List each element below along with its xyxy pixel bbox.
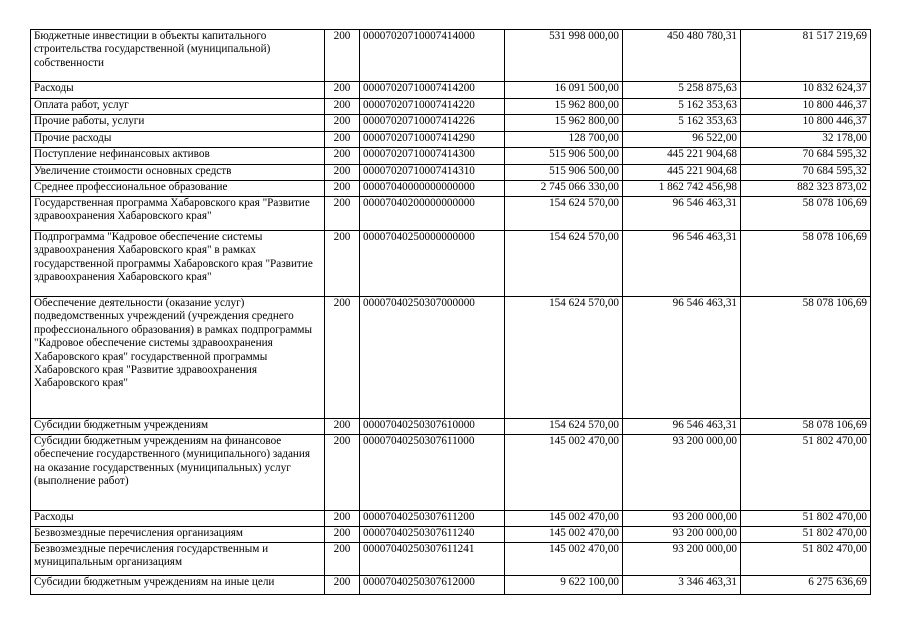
row-kbk: 00007040250307611240: [360, 527, 505, 543]
row-executed: 5 258 875,63: [623, 82, 741, 99]
row-unexecuted: 58 078 106,69: [741, 297, 871, 419]
row-name: Прочие работы, услуги: [31, 115, 325, 132]
row-approved: 9 622 100,00: [505, 576, 623, 595]
row-unexecuted: 51 802 470,00: [741, 527, 871, 543]
row-name: Государственная программа Хабаровского края "Развитие здравоохранения Хабаровского края": [31, 197, 325, 231]
row-unexecuted: 58 078 106,69: [741, 419, 871, 435]
row-approved: 145 002 470,00: [505, 543, 623, 576]
table-row: [31, 419, 871, 435]
row-executed: 96 522,00: [623, 132, 741, 148]
row-name: Бюджетные инвестиции в объекты капитального строительства государственной (муниципальной) собственности: [31, 30, 325, 82]
row-kbk: 00007040250307610000: [360, 419, 505, 435]
row-approved: 15 962 800,00: [505, 115, 623, 132]
row-kbk: 00007020710007414220: [360, 99, 505, 115]
row-code: 200: [325, 197, 360, 231]
row-approved: 515 906 500,00: [505, 165, 623, 181]
row-executed: 1 862 742 456,98: [623, 181, 741, 197]
row-name: Безвозмездные перечисления государственным и муниципальным организациям: [31, 543, 325, 576]
row-executed: 96 546 463,31: [623, 297, 741, 419]
row-name: Субсидии бюджетным учреждениям: [31, 419, 325, 435]
row-executed: 5 162 353,63: [623, 115, 741, 132]
row-unexecuted: 51 802 470,00: [741, 511, 871, 527]
row-kbk: 00007040250307611000: [360, 435, 505, 511]
row-name: Субсидии бюджетным учреждениям на иные цели: [31, 576, 325, 595]
row-executed: 445 221 904,68: [623, 165, 741, 181]
row-approved: 145 002 470,00: [505, 435, 623, 511]
row-unexecuted: 58 078 106,69: [741, 231, 871, 297]
row-code: 200: [325, 511, 360, 527]
row-kbk: 00007040200000000000: [360, 197, 505, 231]
row-code: 200: [325, 231, 360, 297]
row-code: 200: [325, 132, 360, 148]
row-code: 200: [325, 543, 360, 576]
row-unexecuted: 10 800 446,37: [741, 115, 871, 132]
table-row: [31, 148, 871, 165]
row-kbk: 00007020710007414310: [360, 165, 505, 181]
row-kbk: 00007020710007414200: [360, 82, 505, 99]
row-kbk: 00007040250307611200: [360, 511, 505, 527]
row-kbk: 00007040000000000000: [360, 181, 505, 197]
row-approved: 145 002 470,00: [505, 511, 623, 527]
row-unexecuted: 51 802 470,00: [741, 435, 871, 511]
row-approved: 515 906 500,00: [505, 148, 623, 165]
row-name: Безвозмездные перечисления организациям: [31, 527, 325, 543]
row-code: 200: [325, 527, 360, 543]
row-name: Расходы: [31, 82, 325, 99]
row-unexecuted: 6 275 636,69: [741, 576, 871, 595]
row-approved: 145 002 470,00: [505, 527, 623, 543]
row-unexecuted: 882 323 873,02: [741, 181, 871, 197]
row-name: Прочие расходы: [31, 132, 325, 148]
row-code: 200: [325, 181, 360, 197]
row-approved: 154 624 570,00: [505, 197, 623, 231]
row-approved: 128 700,00: [505, 132, 623, 148]
row-code: 200: [325, 297, 360, 419]
row-code: 200: [325, 99, 360, 115]
budget-execution-table: [30, 29, 871, 595]
row-executed: 93 200 000,00: [623, 527, 741, 543]
row-executed: 93 200 000,00: [623, 435, 741, 511]
row-executed: 93 200 000,00: [623, 511, 741, 527]
table-row: [31, 115, 871, 132]
row-code: 200: [325, 419, 360, 435]
row-executed: 3 346 463,31: [623, 576, 741, 595]
row-name: Оплата работ, услуг: [31, 99, 325, 115]
row-code: 200: [325, 148, 360, 165]
row-kbk: 00007020710007414226: [360, 115, 505, 132]
row-executed: 445 221 904,68: [623, 148, 741, 165]
row-kbk: 00007040250307612000: [360, 576, 505, 595]
table-body: [31, 30, 871, 595]
row-executed: 93 200 000,00: [623, 543, 741, 576]
row-kbk: 00007020710007414290: [360, 132, 505, 148]
table-row: [31, 99, 871, 115]
row-approved: 15 962 800,00: [505, 99, 623, 115]
table-row: [31, 511, 871, 527]
row-code: 200: [325, 576, 360, 595]
row-unexecuted: 51 802 470,00: [741, 543, 871, 576]
row-kbk: 00007020710007414300: [360, 148, 505, 165]
row-executed: 96 546 463,31: [623, 197, 741, 231]
row-unexecuted: 10 832 624,37: [741, 82, 871, 99]
row-code: 200: [325, 82, 360, 99]
table-row: [31, 527, 871, 543]
row-kbk: 00007040250000000000: [360, 231, 505, 297]
row-kbk: 00007020710007414000: [360, 30, 505, 82]
row-name: Поступление нефинансовых активов: [31, 148, 325, 165]
row-code: 200: [325, 30, 360, 82]
row-executed: 5 162 353,63: [623, 99, 741, 115]
table-row: [31, 197, 871, 231]
row-approved: 154 624 570,00: [505, 297, 623, 419]
row-name: Обеспечение деятельности (оказание услуг) подведомственных учреждений (учреждения среднего профессионального образования) в рамках подпрограммы "Кадровое обеспечение системы здравоохранения Хабаровского края" государственной программы Хабаровского края "Развитие здравоохранения Хабаровского края": [31, 297, 325, 419]
row-executed: 450 480 780,31: [623, 30, 741, 82]
row-code: 200: [325, 165, 360, 181]
table-row: [31, 297, 871, 419]
row-unexecuted: 58 078 106,69: [741, 197, 871, 231]
row-approved: 154 624 570,00: [505, 419, 623, 435]
row-kbk: 00007040250307611241: [360, 543, 505, 576]
table-row: [31, 30, 871, 82]
table-row: [31, 181, 871, 197]
row-name: Среднее профессиональное образование: [31, 181, 325, 197]
row-unexecuted: 10 800 446,37: [741, 99, 871, 115]
row-name: Субсидии бюджетным учреждениям на финансовое обеспечение государственного (муниципального) задания на оказание государственных (муниципальных) услуг (выполнение работ): [31, 435, 325, 511]
row-executed: 96 546 463,31: [623, 231, 741, 297]
row-code: 200: [325, 435, 360, 511]
row-name: Увеличение стоимости основных средств: [31, 165, 325, 181]
row-unexecuted: 81 517 219,69: [741, 30, 871, 82]
row-unexecuted: 32 178,00: [741, 132, 871, 148]
row-approved: 2 745 066 330,00: [505, 181, 623, 197]
row-name: Подпрограмма "Кадровое обеспечение системы здравоохранения Хабаровского края" в рамках государственной программы Хабаровского края "Развитие здравоохранения Хабаровского края": [31, 231, 325, 297]
table-row: [31, 543, 871, 576]
table-row: [31, 82, 871, 99]
row-approved: 531 998 000,00: [505, 30, 623, 82]
row-unexecuted: 70 684 595,32: [741, 165, 871, 181]
row-executed: 96 546 463,31: [623, 419, 741, 435]
row-approved: 16 091 500,00: [505, 82, 623, 99]
table-row: [31, 435, 871, 511]
table-row: [31, 165, 871, 181]
row-unexecuted: 70 684 595,32: [741, 148, 871, 165]
table-row: [31, 576, 871, 595]
row-approved: 154 624 570,00: [505, 231, 623, 297]
row-kbk: 00007040250307000000: [360, 297, 505, 419]
row-name: Расходы: [31, 511, 325, 527]
table-row: [31, 132, 871, 148]
row-code: 200: [325, 115, 360, 132]
table-row: [31, 231, 871, 297]
